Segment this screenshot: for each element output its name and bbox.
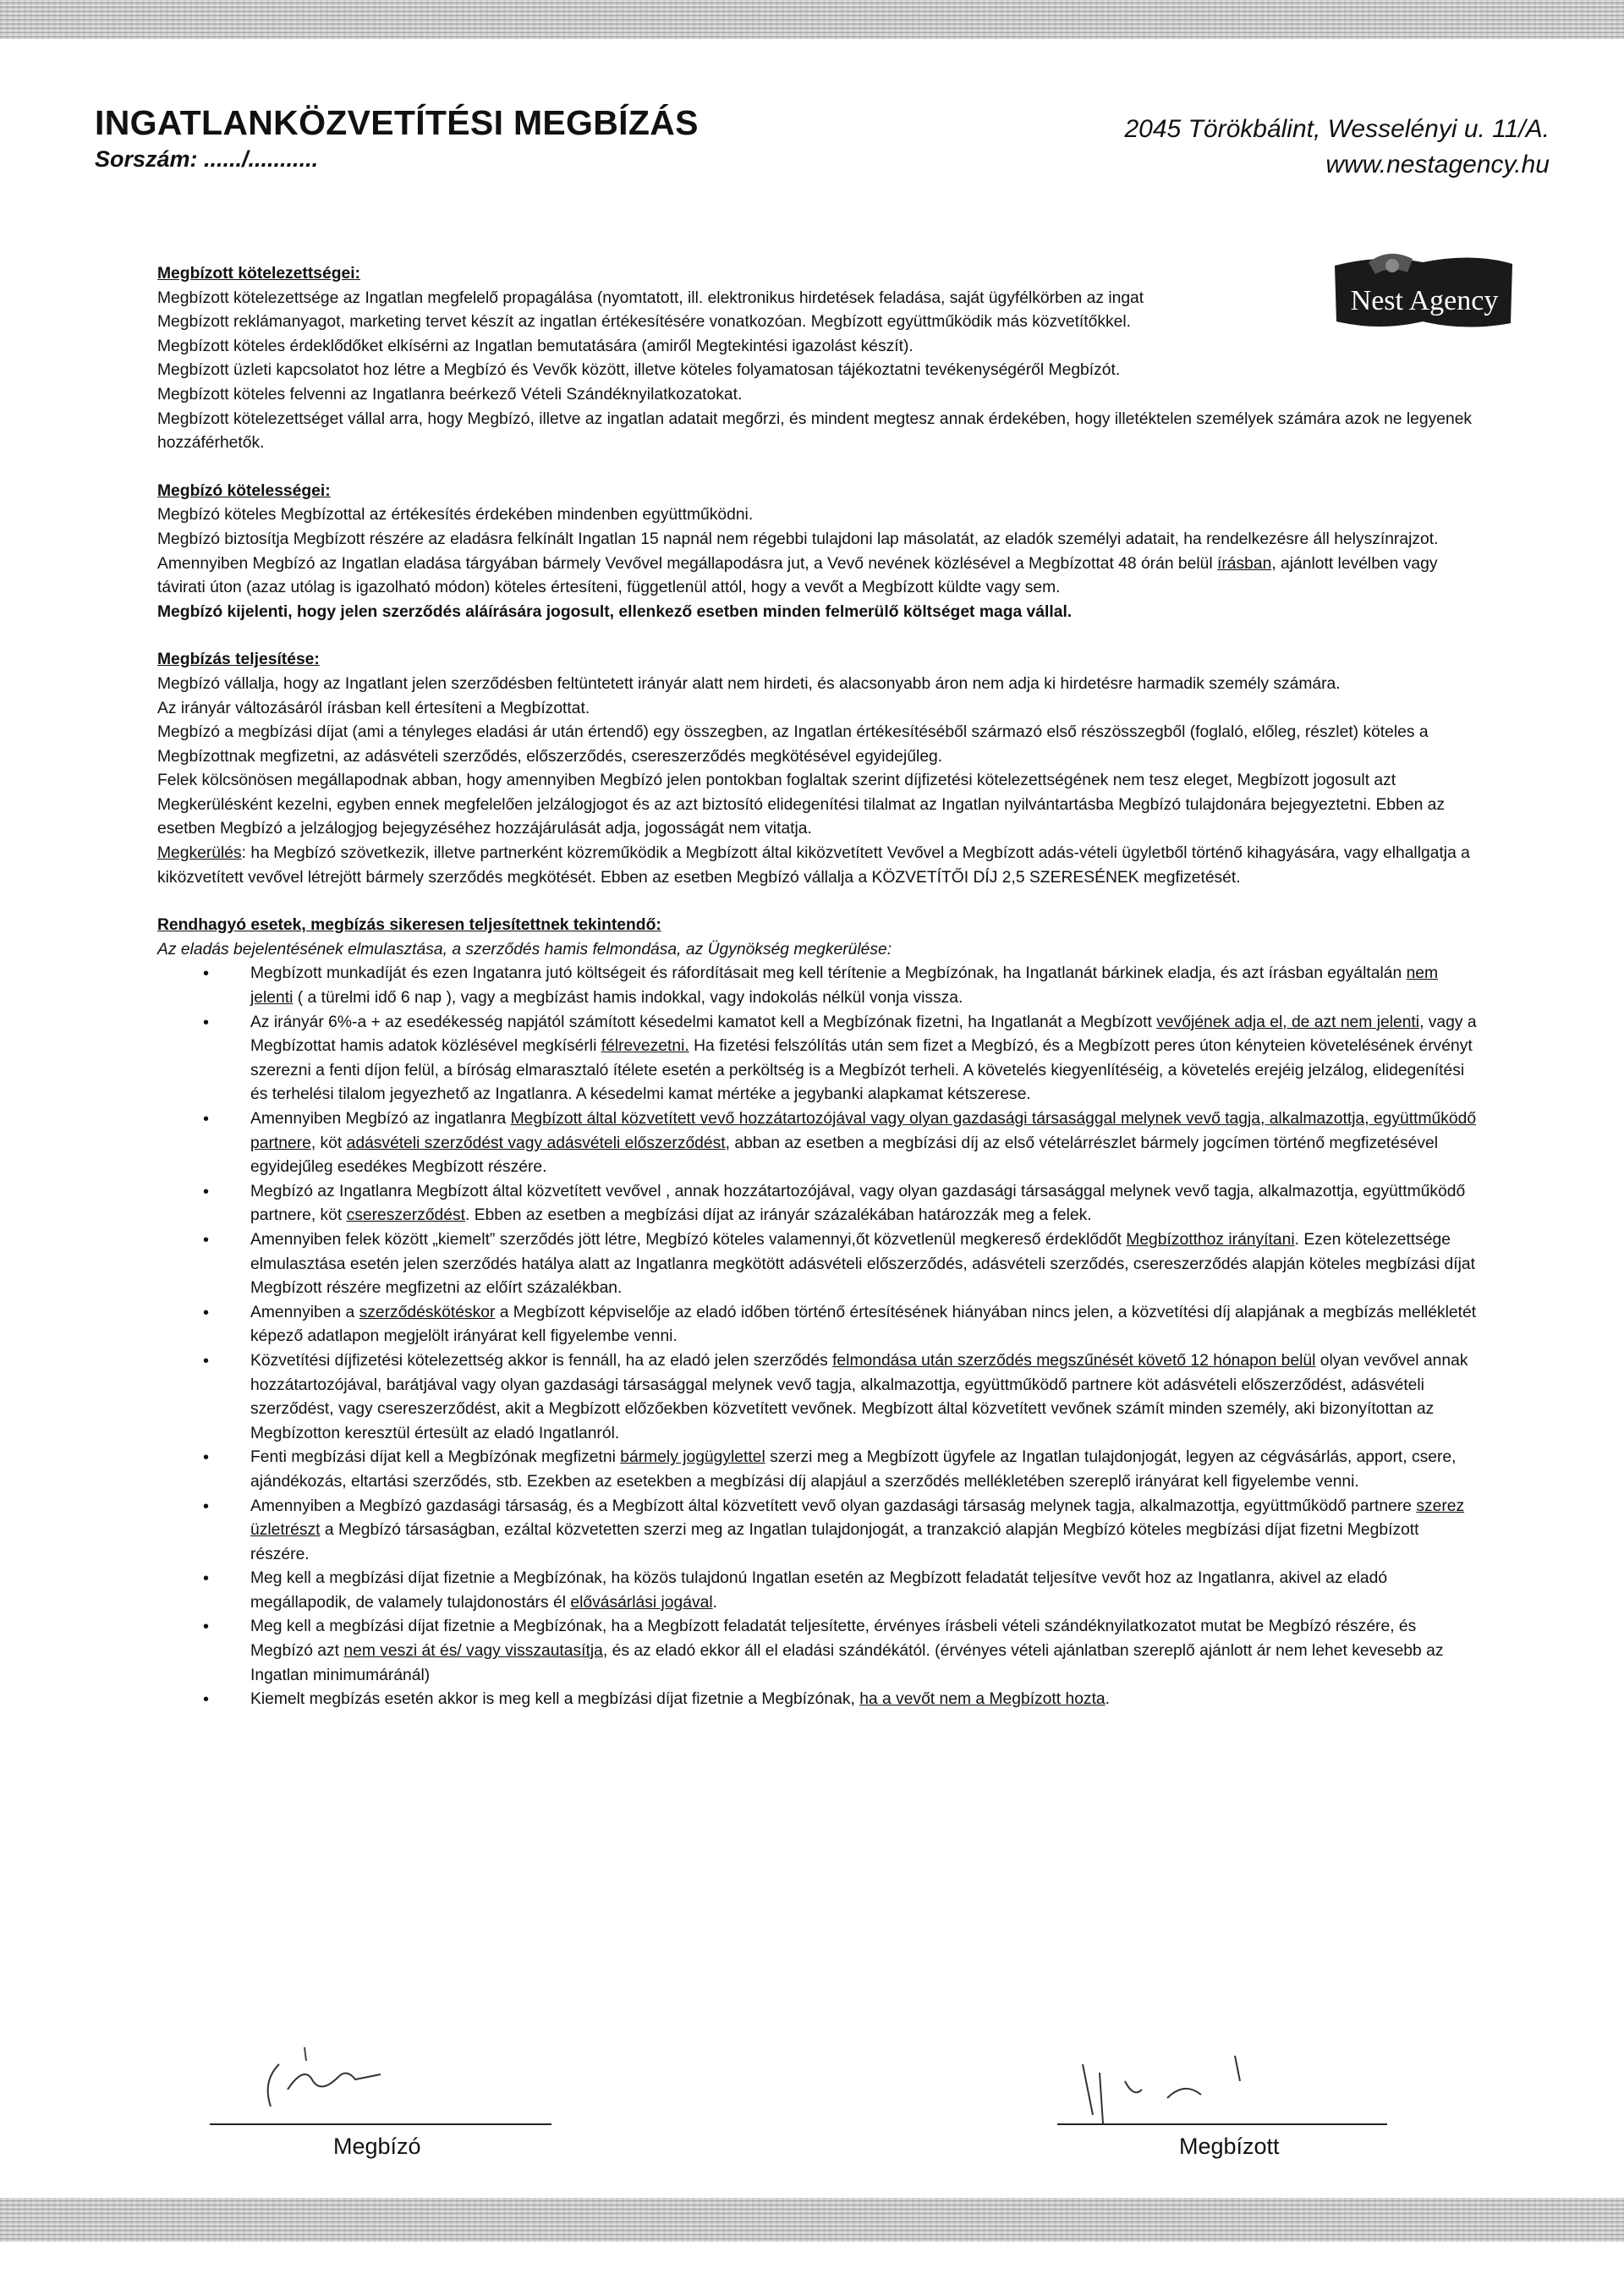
list-item: • Amennyiben a szerződéskötéskor a Megbízott képviselője az eladó időben történő értesítésének hiányában nincs jelen, a közvetítési díj alapjának a megbízás mellékletét képező adatlapon megjelölt irányárat kell figyelembe venni. [157,1301,1477,1349]
paragraph: Megbízott kötelezettséget vállal arra, hogy Megbízó, illetve az ingatlan adatait megőrzi, és mindent megtesz annak érdekében, hogy illetéktelen személyek számára azok ne legyenek hozzáférhetők. [157,409,1473,453]
paragraph: Felek kölcsönösen megállapodnak abban, hogy amennyiben Megbízó jelen pontokban foglaltak szerint díjfizetési kötelezettségének nem tesz eleget, Megbízott jogosult azt Megkerülésként kezelni, egyben ennek megfelelően jelzálogjogot és az azt biztosító elidegenítési tilalmat az Ingatlan nyilvántartásba Megbízó tulajdonára bejegyeztetni. Ebben az esetben Megbízó a jelzálogjog bejegyzéséhez hozzájárulását adja, jogosságát nem vitatja. [157,772,1446,838]
scan-artifact-top [0,0,1624,39]
client-signature-scribble [254,2030,406,2128]
list-item: • Amennyiben a Megbízó gazdasági társaság, és a Megbízott által közvetített vevő olyan gazdasági társaság melynek tagja, alkalmazottja, együttműködő partnere szerez üzletrészt a Megbízó társaságban, ezáltal közvetetten szerzi meg az Ingatlan tulajdonjogát, a tranzakció alapján Megbízó köteles megbízási díjat fizetni Megbízott részére. [157,1495,1477,1568]
paragraph: Megkerülés: ha Megbízó szövetkezik, illetve partnerként közreműködik a Megbízott által kiközvetített Vevővel a Megbízott adás-vételi ügyletből történő kihagyására, vagy elhallgatja a kiközvetített vevővel létrejött bármely szerződés megkötését. Ebben az esetben Megbízó vállalja a KÖZVETÍTŐI DÍJ 2,5 SZERESÉNEK megfizetését. [157,844,1470,887]
document-title: INGATLANKÖZVETÍTÉSI MEGBÍZÁS [95,103,699,142]
list-item: • Fenti megbízási díjat kell a Megbízónak megfizetni bármely jogügylettel szerzi meg a Megbízott ügyfele az Ingatlan tulajdonjogát, legyen az cégvásárlás, apport, csere, ajándékozás, eltartási szerződés, stb. Ezekben az esetekben a megbízási díj alapjául a szerződés mellékletében szereplő irányárat kell figyelembe venni. [157,1446,1477,1494]
agent-signature-scribble [1074,2047,1260,2145]
paragraph: Megbízott üzleti kapcsolatot hoz létre a Megbízó és Vevők között, illetve köteles folyamatosan tájékoztatni tevékenységéről Megbízót. [157,361,1121,380]
section-title-agent-obligations: Megbízott kötelezettségei: [157,265,360,283]
list-item: • Amennyiben felek között „kiemelt” szerződés jött létre, Megbízó köteles valamennyi,őt közvetlenül megkereső érdeklődőt Megbízotthoz irányítani. Ezen kötelezettsége elmulasztása esetén jelen szerződés hatálya alatt az Ingatlanra megkötött adásvételi előszerződés, adásvételi szerződés, csereszerződés alapján köteles megbízási díjat Megbízott részére megfizetni az előírt százalékban. [157,1228,1477,1301]
special-cases-list [157,962,1477,1711]
section-title-fulfilment: Megbízás teljesítése: [157,651,320,669]
paragraph-declaration: Megbízó kijelenti, hogy jelen szerződés aláírására jogosult, ellenkező esetben minden felmerülő költséget maga vállal. [157,602,1073,621]
paragraph: Megbízott reklámanyagot, marketing tervet készít az ingatlan értékesítésére vonatkozóan. Megbízott együttműködik más közvetítőkkel. [157,313,1132,332]
paragraph: Megbízott kötelezettsége az Ingatlan megfelelő propagálása (nyomtatott, ill. elektronikus hirdetések feladása, saját ügyfélkörben az ingat [157,288,1144,307]
paragraph: Megbízott köteles felvenni az Ingatlanra beérkező Vételi Szándéknyilatkozatokat. [157,385,743,404]
section-title-special-cases: Rendhagyó esetek, megbízás sikeresen teljesítettnek tekintendő: [157,916,661,935]
agent-signature-line [1057,2123,1387,2125]
section-title-client-obligations: Megbízó kötelességei: [157,481,331,500]
paragraph: Megbízó köteles Megbízottal az értékesítés érdekében mindenben együttműködni. [157,506,754,525]
scan-artifact-bottom [0,2198,1624,2242]
list-item: • Kiemelt megbízás esetén akkor is meg kell a megbízási díjat fizetnie a Megbízónak, ha a vevőt nem a Megbízott hozta. [157,1688,1477,1712]
serial-number: Sorszám: ....../........... [95,146,319,172]
company-website: www.nestagency.hu [1325,151,1550,179]
list-item: • Meg kell a megbízási díjat fizetnie a Megbízónak, ha közös tulajdonú Ingatlan esetén az Megbízott feladatát teljesítve vevőt hoz az Ingatlanra, akivel az eladó megállapodik, de valamely tulajdonostárs él elővásárlási jogával. [157,1567,1477,1615]
list-item: • Amennyiben Megbízó az ingatlanra Megbízott által közvetített vevő hozzátartozójával vagy olyan gazdasági társasággal melynek vevő tagja, alkalmazottja, együttműködő partnere, köt adásvételi szerződést vagy adásvételi előszerződést, abban az esetben a megbízási díj az első vételárrészlet bármely jogcímen történő megfizetésével egyidejűleg esedékes Megbízott részére. [157,1107,1477,1180]
header-right [1125,112,1550,183]
paragraph: Az irányár változásáról írásban kell értesíteni a Megbízottat. [157,699,590,717]
client-signature-line [210,2123,551,2125]
agent-signature-label: Megbízott [1179,2134,1280,2159]
svg-text:Nest Agency: Nest Agency [1350,285,1499,316]
company-address: 2045 Törökbálint, Wesselényi u. 11/A. [1124,115,1550,143]
list-item: • Az irányár 6%-a + az esedékesség napjától számított késedelmi kamatot kell a Megbízónak fizetni, ha Ingatlanát a Megbízott vevőjének adja el, de azt nem jelenti, vagy a Megbízottat hamis adatok közlésével megkísérli félrevezetni. Ha fizetési felszólítás után sem fizet a Megbízó, és a Megbízott peres úton kényteien követelésének érvényt szerezni a fenti díjon felül, a bíróság elmarasztaló ítélete esetén a perköltség is a Megbízót terheli. A követelés kiegyenlítéséig, a követelés erejéig jelzálog, elidegenítési és terhelési tilalom jegyezhető az Ingatlanra. A késedelmi kamat mértéke a jegybanki alapkamat kétszerese. [157,1011,1477,1107]
list-item: • Meg kell a megbízási díjat fizetnie a Megbízónak, ha a Megbízott feladatát teljesítette, érvényes írásbeli vételi szándéknyilatkozatot mutat be Megbízó részére, és Megbízó azt nem veszi át és/ vagy visszautasítja, és az eladó ekkor áll el eladási szándékától. (érvényes vételi ajánlatban szereplő ajánlott ár nem lehet kevesebb az Ingatlan minimumáránál) [157,1615,1477,1688]
paragraph: Megbízott köteles érdeklődőket elkísérni az Ingatlan bemutatására (amiről Megtekintési igazolást készít). [157,337,914,355]
paragraph: Amennyiben Megbízó az Ingatlan eladása tárgyában bármely Vevővel megállapodásra jut, a Vevő nevének közlésével a Megbízottat 48 órán belül írásban, ajánlott levélben vagy távirati úton (azaz utólag is igazolható módon) köteles értesíteni, függetlenül attól, hogy a vevőt a Megbízott küldte vagy sem. [157,554,1438,597]
paragraph: Megbízó a megbízási díjat (ami a tényleges eladási ár után értendő) egy összegben, az Ingatlan értékesítéséből származó első részösszegből (foglaló, előleg, részlet) köteles a Megbízottnak megfizetni, az adásvételi szerződés, előszerződés, csereszerződés megkötésével egyidejűleg. [157,723,1429,766]
client-signature-label: Megbízó [333,2134,421,2159]
paragraph: Megbízó biztosítja Megbízott részére az eladásra felkínált Ingatlan 15 napnál nem régebbi tulajdoni lap másolatát, az eladók személyi adatait, ha rendelkezésre áll helyszínrajzot. [157,530,1439,548]
list-item: • Közvetítési díjfizetési kötelezettség akkor is fennáll, ha az eladó jelen szerződés felmondása után szerződés megszűnését követő 12 hónapon belül olyan vevővel annak hozzátartozójával, barátjával vagy olyan gazdasági társasággal melynek vevő tagja, alkalmazottja, együttműködő partnere köt adásvételi előszerződést, adásvételi szerződést, vagy csereszerződést, akit a Megbízott előzőekben közvetített vevőnek. Megbízott által közvetített vevőnek számít minden személy, aki bizonyítottan az Megbízotton keresztül értesült az eladó Ingatlanról. [157,1349,1477,1446]
header-left [95,103,699,173]
section-intro: Az eladás bejelentésének elmulasztása, a szerződés hamis felmondása, az Ügynökség megkerülése: [157,940,892,958]
list-item: • Megbízó az Ingatlanra Megbízott által közvetített vevővel , annak hozzátartozójával, vagy olyan gazdasági társasággal melynek vevő tagja, alkalmazottja, együttműködő partnere, köt csereszerződést. Ebben az esetben a megbízási díjat az irányár százalékában határozzák meg a felek. [157,1180,1477,1228]
list-item: • Megbízott munkadíját és ezen Ingatanra jutó költségeit és ráfordításait meg kell térítenie a Megbízónak, ha Ingatlanát bárkinek eladja, és azt írásban egyáltalán nem jelenti ( a türelmi idő 6 nap ), vagy a megbízást hamis indokkal, vagy indokolás nélkül vonja vissza. [157,962,1477,1010]
contract-body [157,262,1477,1712]
paragraph: Megbízó vállalja, hogy az Ingatlant jelen szerződésben feltüntetett irányár alatt nem hirdeti, és alacsonyabb áron nem adja ki hirdetésre harmadik személy számára. [157,674,1341,693]
